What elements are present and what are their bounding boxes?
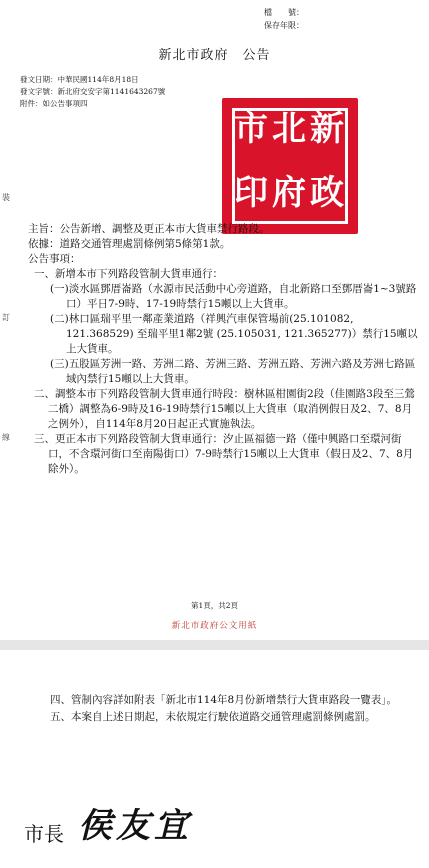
seal-char: 北 — [272, 109, 306, 149]
notice-item-4: 四、管制內容詳如附表「新北市114年8月份新增禁行大貨車路段一覽表」。 — [50, 694, 397, 706]
seal-char: 政 — [310, 173, 344, 213]
notice-item-5: 五、本案自上述日期起，未依規定行駛依道路交通管理處罰條例處罰。 — [50, 711, 376, 723]
issuing-organization: 新北市政府 — [158, 48, 229, 63]
official-seal — [222, 98, 358, 234]
document-page-2 — [0, 650, 429, 868]
file-number-label: 檔 號： — [264, 8, 304, 17]
seal-char: 市 — [234, 109, 268, 149]
notice-item-1-a: (一)淡水區鄧厝崙路（水源市民活動中心旁道路，自北新路口至鄧厝崙1~3號路口）平日7-9時、17-19時禁行15噸以上大貨車。 — [50, 283, 417, 310]
signature-title: 市長 — [24, 822, 64, 846]
binding-mark-xian: 線 — [2, 433, 10, 442]
notice-item-1-c: (三)五股區芳洲一路、芳洲二路、芳洲三路、芳洲五路、芳洲六路及芳洲七路區域內禁行15噸以上大貨車。 — [50, 358, 416, 385]
issue-date: 發文日期：中華民國114年8月18日 — [20, 75, 139, 84]
reference-number: 發文字號：新北府交安字第1141643267號 — [20, 87, 166, 96]
page-separator — [0, 640, 429, 650]
signature-name: 侯友宜 — [78, 806, 192, 846]
page-number: 第1頁，共2頁 — [190, 601, 239, 610]
page-2-body — [28, 692, 408, 726]
mayor-signature — [24, 798, 192, 847]
attachment-note: 附件：如公告事項四 — [20, 99, 88, 108]
notice-item-3: 三、更正本市下列路段管制大貨車通行：汐止區福德一路（僅中興路口至環河街口，不含環河街口至南陽街口）7-9時禁行15噸以上大貨車（假日及2、7、8月除外）。 — [34, 433, 414, 475]
basis-line: 依據：道路交通管理處罰條例第5條第1款。 — [28, 238, 231, 250]
official-paper-label: 新北市政府公文用紙 — [171, 621, 258, 631]
subject-line: 主旨：公告新增、調整及更正本市大貨車禁行路段。 — [28, 223, 270, 235]
document-meta — [20, 74, 165, 110]
binding-mark-zhuang: 裝 — [2, 193, 10, 202]
binding-mark-ding: 訂 — [2, 313, 10, 322]
notice-item-1: 一、新增本市下列路段管制大貨車通行： — [34, 268, 223, 280]
seal-char: 新 — [310, 109, 344, 149]
seal-char: 印 — [234, 173, 268, 213]
seal-char: 府 — [272, 173, 306, 213]
notice-item-2: 二、調整本市下列路段管制大貨車通行時段：樹林區柑園街2段（佳園路3段至三鶯二橋）調整為6-9時及16-19時禁行15噸以上大貨車（取消例假日及2、7、8月之例外），自114年8月20日起正式實施執法。 — [34, 388, 415, 430]
document-type: 公告 — [242, 48, 271, 63]
notice-item-1-b: (二)林口區瑞平里一鄰產業道路（祥興汽車保管場前(25.101082, 121.368529) 至瑞平里1鄰2號 (25.105031, 121.365277)）禁行15噸以上大貨車。 — [50, 313, 418, 355]
archive-info — [264, 6, 304, 32]
retention-label: 保存年限： — [264, 21, 304, 30]
document-title — [0, 44, 429, 63]
document-body — [28, 222, 418, 477]
items-header: 公告事項： — [28, 253, 81, 265]
